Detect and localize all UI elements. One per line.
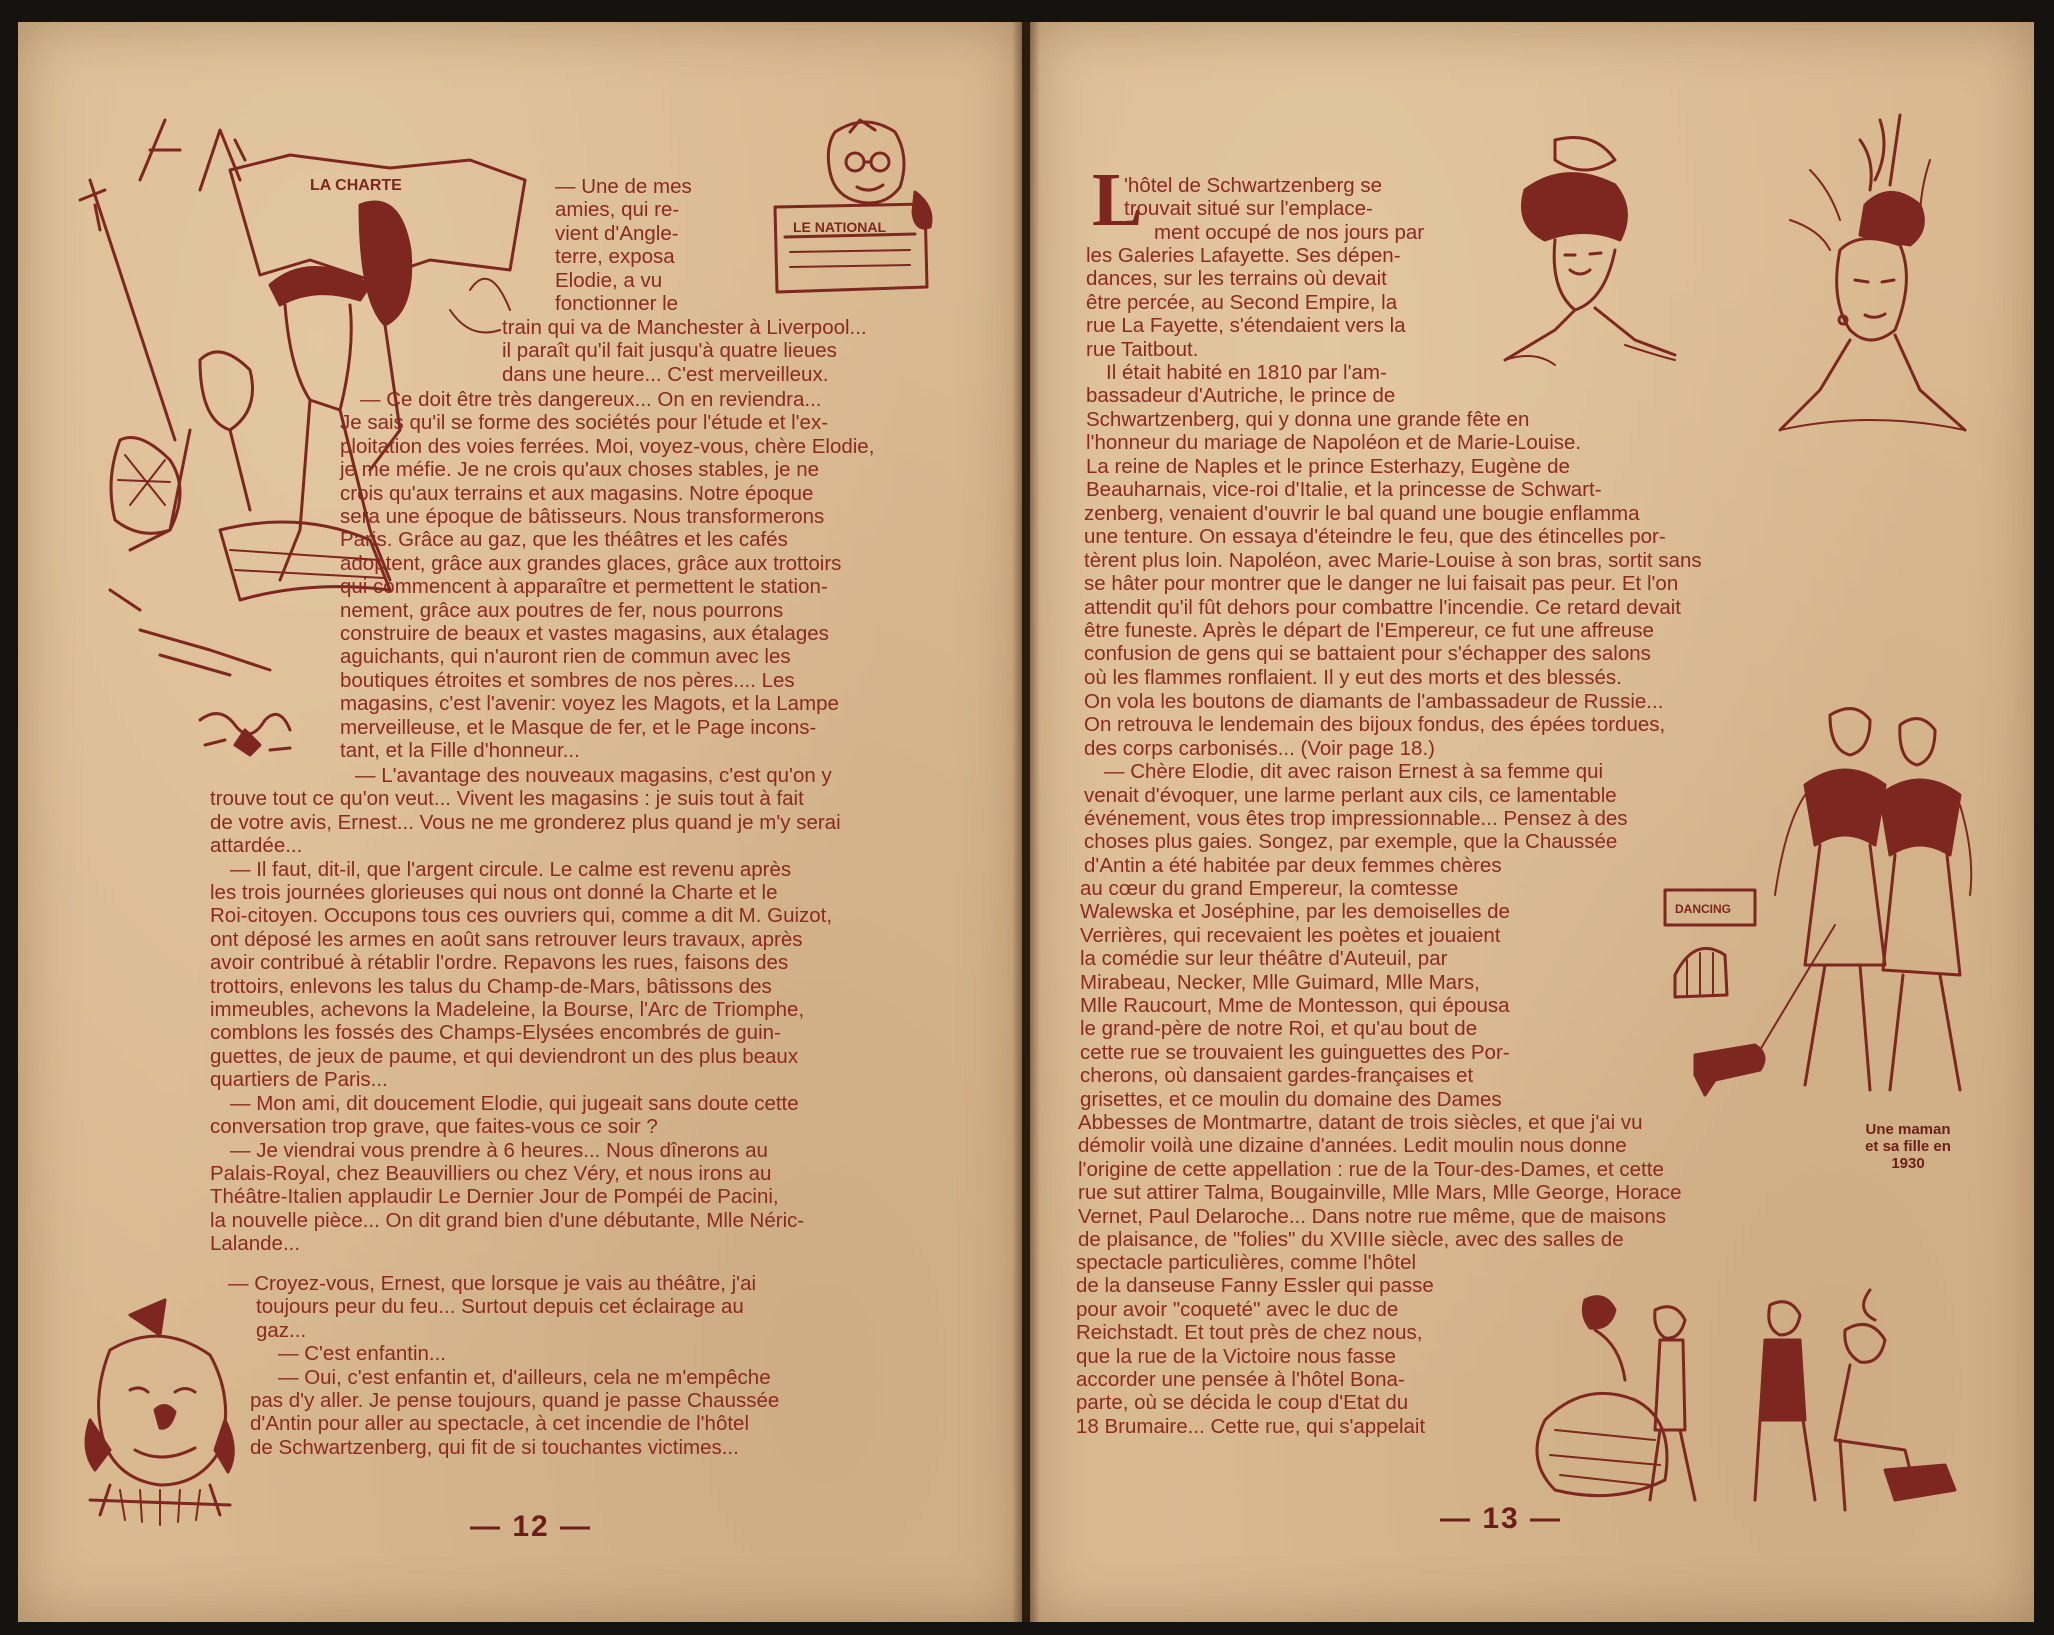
text-line: Je sais qu'il se forme des sociétés pour l'étude et l'ex- [340, 411, 829, 435]
caricature-head-illustration [70, 1300, 250, 1530]
right-text-b [1086, 408, 1686, 502]
text-line: parte, où se décida le coup d'Etat du [1076, 1391, 1409, 1415]
text-line: amies, qui re- [555, 198, 680, 222]
text-line: bassadeur d'Autriche, le prince de [1086, 384, 1396, 408]
text-line: événement, vous êtes trop impressionnable... Pensez à des [1084, 807, 1628, 831]
text-line: Schwartzenberg, qui y donna une grande fête en [1086, 408, 1530, 431]
text-line: Abbesses de Montmartre, datant de trois siècles, et que j'ai vu [1078, 1111, 1643, 1134]
text-line: confusion de gens qui se battaient pour s'échapper des salons [1084, 642, 1651, 666]
right-text-a [1086, 244, 1476, 408]
text-line: je me méfie. Je ne crois qu'aux choses stables, je ne [340, 458, 820, 482]
text-line: rue Taitbout. [1086, 337, 1199, 361]
text-line: de Schwartzenberg, qui fit de si touchantes victimes... [250, 1435, 739, 1459]
text-line: rue sut attirer Talma, Bougainville, Mlle Mars, Mlle George, Horace [1078, 1181, 1682, 1205]
right-text-intro [1124, 174, 1476, 244]
text-line: 'hôtel de Schwartzenberg se [1124, 174, 1383, 197]
text-line: Théâtre-Italien applaudir Le Dernier Jour de Pompéi de Pacini, [210, 1185, 779, 1209]
text-line: Reichstadt. Et tout près de chez nous, [1076, 1321, 1423, 1345]
text-line: d'Antin a été habitée par deux femmes chères [1084, 853, 1502, 877]
dancing-sign-label: DANCING [1675, 902, 1731, 916]
text-line: zenberg, venaient d'ouvrir le bal quand une bougie enflamma [1084, 502, 1640, 525]
text-line: comblons les fossés des Champs-Elysées encombrés de guin- [210, 1021, 781, 1045]
text-line: — Mon ami, dit doucement Elodie, qui jugeait sans doute cette [230, 1091, 799, 1115]
drop-cap: L [1092, 158, 1143, 242]
text-line: conversation trop grave, que faites-vous ce soir ? [210, 1115, 658, 1139]
text-line: — Il faut, dit-il, que l'argent circule. Le calme est revenu après [230, 857, 792, 881]
text-line: le grand-père de notre Roi, et qu'au bout de [1080, 1017, 1478, 1041]
text-line: ploitation des voies ferrées. Moi, voyez-vous, chère Elodie, [340, 434, 875, 458]
text-line: trottoirs, enlevons les talus du Champ-de-Mars, bâtissons des [210, 974, 772, 998]
right-text-f [1078, 1111, 1820, 1251]
text-line: dans une heure... C'est merveilleux. [502, 362, 829, 386]
text-line: de votre avis, Ernest... Vous ne me gronderez plus quand je m'y serai [210, 810, 841, 834]
text-line: cherons, où dansaient gardes-françaises et [1080, 1064, 1474, 1088]
text-line: gaz... [256, 1318, 307, 1342]
text-line: guettes, de jeux de paume, et qui deviendront un des plus beaux [210, 1044, 799, 1068]
text-line: tèrent plus loin. Napoléon, avec Marie-Louise à son bras, sortit sans [1084, 548, 1702, 572]
text-line: terre, exposa [555, 245, 675, 269]
left-text-speech [340, 388, 965, 763]
text-line: fonctionner le [555, 292, 679, 316]
text-line: Elodie, a vu [555, 268, 663, 292]
right-text-g [1076, 1251, 1506, 1438]
book-gutter [1012, 22, 1040, 1622]
illustration-caption: Une maman et sa fille en 1930 [1865, 1121, 1951, 1172]
text-line: pour avoir "coqueté" avec le duc de [1076, 1297, 1399, 1321]
text-line: de plaisance, de "folies" du XVIIIe siècle, avec des salles de [1078, 1228, 1624, 1252]
bonnet-woman-illustration [1495, 130, 1695, 370]
text-line: La reine de Naples et le prince Esterhazy, Eugène de [1086, 454, 1570, 478]
text-line: Paris. Grâce au gaz, que les théâtres et les cafés [340, 528, 788, 552]
text-line: vient d'Angle- [555, 221, 679, 245]
text-line: — Ce doit être très dangereux... On en reviendra... [360, 388, 822, 411]
text-line: trouvait situé sur l'emplace- [1124, 197, 1373, 221]
text-line: nement, grâce aux poutres de fer, nous pourrons [340, 598, 784, 622]
text-line: être percée, au Second Empire, la [1086, 290, 1398, 314]
text-line: crois qu'aux terrains et aux magasins. Notre époque [340, 481, 814, 505]
text-line: ont déposé les armes en août sans retrouver leurs travaux, après [210, 927, 803, 951]
text-line: Walewska et Joséphine, par les demoiselles de [1080, 900, 1510, 924]
newspaper-label: LE NATIONAL [793, 219, 887, 235]
text-line: On retrouva le lendemain des bijoux fondus, des épées tordues, [1084, 713, 1666, 737]
page-number-right: — 13 — [1440, 1502, 1563, 1535]
text-line: Palais-Royal, chez Beauvilliers ou chez Véry, et nous irons au [210, 1161, 772, 1185]
text-line: il paraît qu'il fait jusqu'à quatre lieues [502, 339, 837, 363]
text-line: Mirabeau, Necker, Mlle Guimard, Mlle Mars, [1080, 970, 1480, 994]
newspaper-reader-illustration [765, 112, 945, 312]
text-line: accorder une pensée à l'hôtel Bona- [1076, 1368, 1405, 1392]
text-line: attendit qu'il fût dehors pour combattre l'incendie. Ce retard devait [1084, 595, 1681, 619]
text-line: l'honneur du mariage de Napoléon et de Marie-Louise. [1086, 431, 1582, 455]
text-line: Mlle Raucourt, Mme de Montesson, qui épousa [1080, 994, 1510, 1018]
right-text-e [1080, 877, 1610, 1111]
right-text-c [1084, 502, 1788, 689]
text-line: Il était habité en 1810 par l'am- [1106, 361, 1387, 385]
text-line: immeubles, achevons la Madeleine, la Bourse, l'Arc de Triomphe, [210, 998, 805, 1022]
text-line: une tenture. On essaya d'éteindre le feu, que des étincelles por- [1084, 525, 1666, 549]
text-line: adoptent, grâce aux grandes glaces, grâce aux trottoirs [340, 551, 842, 575]
text-line: merveilleuse, et le Masque de fer, et le Page incons- [340, 715, 817, 739]
text-line: — Je viendrai vous prendre à 6 heures... Nous dînerons au [230, 1138, 768, 1162]
text-line: — Oui, c'est enfantin et, d'ailleurs, cela ne m'empêche [278, 1365, 771, 1389]
text-line: On vola les boutons de diamants de l'ambassadeur de Russie... [1084, 690, 1664, 713]
text-line: Beauharnais, vice-roi d'Italie, et la princesse de Schwart- [1086, 478, 1602, 502]
text-line: quartiers de Paris... [210, 1068, 388, 1092]
ornament-squiggle [195, 700, 295, 760]
text-line: toujours peur du feu... Surtout depuis cet éclairage au [256, 1295, 744, 1319]
text-line: Verrières, qui recevaient les poètes et jouaient [1080, 923, 1501, 947]
text-line: se hâter pour montrer que le danger ne lui faisait pas peur. Et l'on [1084, 572, 1679, 596]
text-line: grisettes, et ce moulin du domaine des Dames [1080, 1087, 1502, 1111]
text-line: cette rue se trouvaient les guinguettes des Por- [1080, 1040, 1510, 1064]
text-line: la nouvelle pièce... On dit grand bien d'une débutante, Mlle Néric- [210, 1208, 805, 1232]
text-line: pas d'y aller. Je pense toujours, quand je passe Chaussée [250, 1389, 780, 1413]
charter-flag-label: LA CHARTE [310, 177, 402, 194]
text-line: venait d'évoquer, une larme perlant aux cils, ce lamentable [1084, 783, 1617, 807]
text-line: — Chère Elodie, dit avec raison Ernest à sa femme qui [1104, 760, 1604, 784]
text-line: 18 Brumaire... Cette rue, qui s'appelait [1076, 1414, 1426, 1438]
text-line: les Galeries Lafayette. Ses dépen- [1086, 244, 1401, 267]
text-line: sera une époque de bâtisseurs. Nous transformerons [340, 505, 825, 529]
text-line: spectacle particulières, comme l'hôtel [1076, 1251, 1417, 1274]
text-line: où les flammes ronflaient. Il y eut des morts et des blessés. [1084, 665, 1622, 689]
text-line: être funeste. Après le départ de l'Empereur, ce fut une affreuse [1084, 619, 1654, 643]
text-line: magasins, c'est l'avenir: voyez les Magots, et la Lampe [340, 692, 839, 716]
text-line: boutiques étroites et sombres de nos pères.... Les [340, 668, 795, 692]
text-line: des corps carbonisés... (Voir page 18.) [1084, 736, 1435, 760]
left-text-top [555, 175, 733, 315]
text-line: rue La Fayette, s'étendaient vers la [1086, 314, 1406, 338]
text-line: — Une de mes [555, 175, 692, 198]
plumed-woman-illustration [1770, 110, 1970, 470]
left-text-bottom [210, 764, 955, 1256]
page-number-left: — 12 — [470, 1510, 593, 1543]
text-line: — Croyez-vous, Ernest, que lorsque je vais au théâtre, j'ai [228, 1272, 757, 1295]
text-line: construire de beaux et vastes magasins, aux étalages [340, 622, 829, 646]
text-line: de la danseuse Fanny Essler qui passe [1076, 1274, 1434, 1298]
text-line: trouve tout ce qu'on veut... Vivent les magasins : je suis tout à fait [210, 787, 804, 811]
text-line: que la rue de la Victoire nous fasse [1076, 1344, 1396, 1368]
right-text-d [1084, 690, 1790, 877]
text-line: aguichants, qui n'auront rien de commun avec les [340, 645, 791, 669]
left-text-final [228, 1272, 950, 1459]
text-line: Roi-citoyen. Occupons tous ces ouvriers qui, comme a dit M. Guizot, [210, 904, 833, 928]
salon-dancers-illustration [1525, 1290, 1975, 1520]
text-line: — C'est enfantin... [278, 1342, 446, 1366]
text-line: attardée... [210, 834, 303, 858]
text-line: tant, et la Fille d'honneur... [340, 739, 580, 763]
text-line: qui commencent à apparaître et permettent le station- [340, 575, 828, 599]
left-text-mid [502, 316, 965, 386]
text-line: démolir voilà une dizaine d'années. Ledit moulin nous donne [1078, 1134, 1627, 1158]
text-line: les trois journées glorieuses qui nous ont donné la Charte et le [210, 881, 778, 905]
text-line: Lalande... [210, 1232, 301, 1256]
text-line: d'Antin pour aller au spectacle, à cet incendie de l'hôtel [250, 1412, 750, 1436]
text-line: dances, sur les terrains où devait [1086, 267, 1387, 291]
text-line: avoir contribué à rétablir l'ordre. Repavons les rues, faisons des [210, 951, 789, 975]
text-line: train qui va de Manchester à Liverpool... [502, 316, 867, 339]
text-line: choses plus gaies. Songez, par exemple, que la Chaussée [1084, 830, 1618, 854]
text-line: au cœur du grand Empereur, la comtesse [1080, 877, 1459, 900]
text-line: la comédie sur leur théâtre d'Auteuil, par [1080, 947, 1448, 971]
text-line: Vernet, Paul Delaroche... Dans notre rue même, que de maisons [1078, 1204, 1666, 1228]
text-line: l'origine de cette appellation : rue de la Tour-des-Dames, et cette [1078, 1157, 1664, 1181]
text-line: ment occupé de nos jours par [1154, 220, 1425, 244]
text-line: — L'avantage des nouveaux magasins, c'est qu'on y [355, 764, 832, 787]
